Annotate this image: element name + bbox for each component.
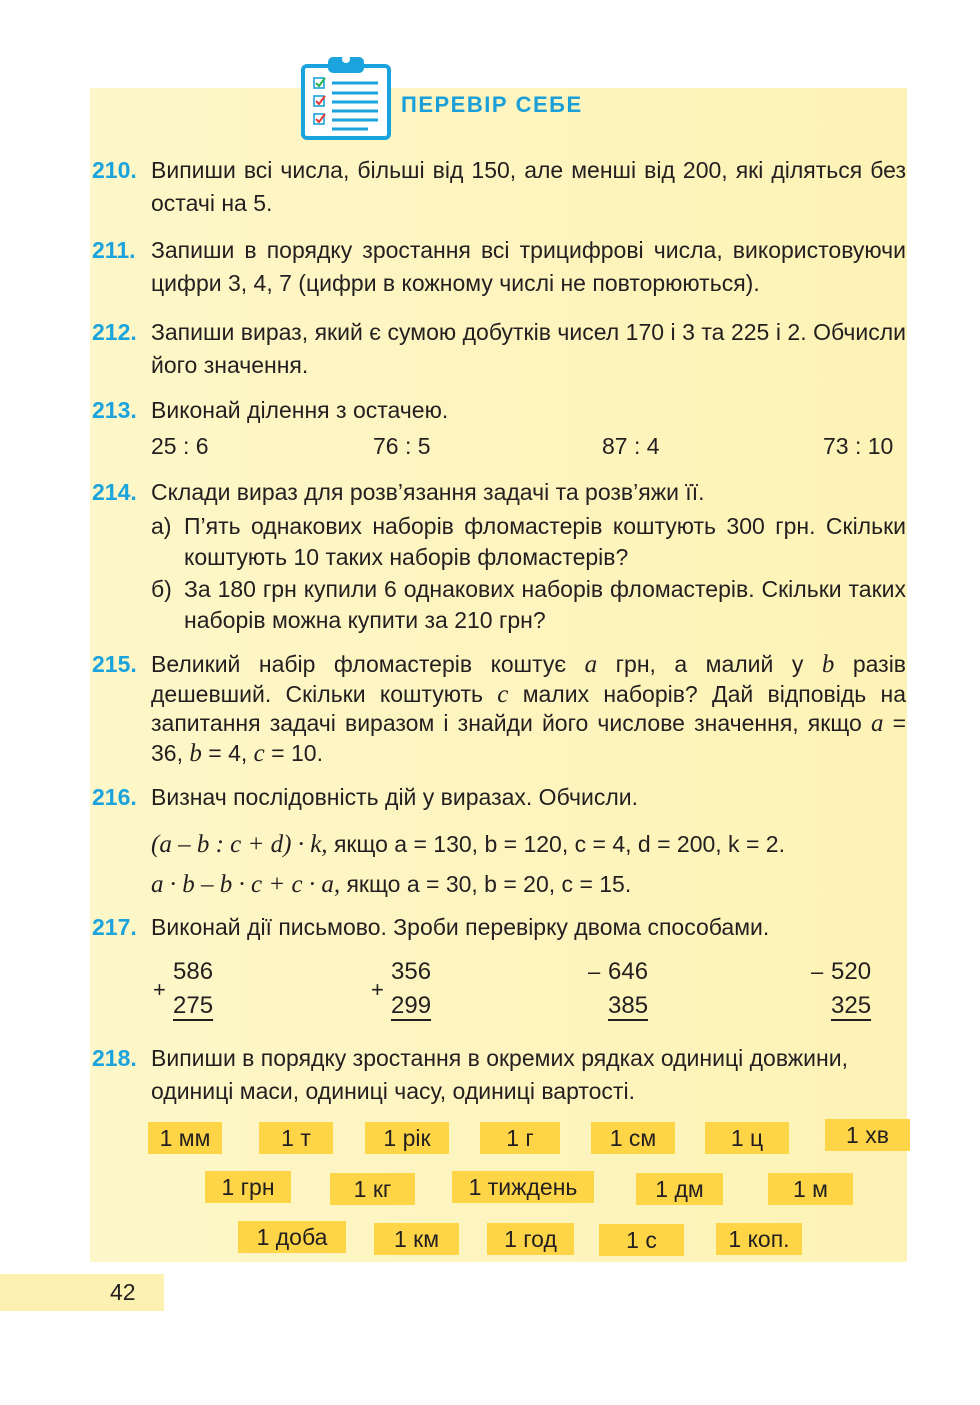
unit-chip: 1 дм [636, 1173, 723, 1205]
exercise-text: Склади вираз для розв’язання задачі та розв’яжи її. [151, 479, 705, 505]
column-operation [153, 955, 214, 1023]
operand-bottom: 275 [173, 992, 214, 1019]
unit-chip: 1 см [591, 1122, 675, 1154]
exercise-text: Випиши всі числа, більші від 150, але менші від 200, які діляться без остачі на 5. [151, 157, 906, 216]
section-title: ПЕРЕВІР СЕБЕ [401, 92, 583, 117]
column-operation [371, 955, 432, 1023]
exercise-number: 213. [92, 397, 137, 423]
expression-condition: якщо a = 30, b = 20, c = 15. [346, 871, 632, 897]
operand-bottom: 325 [831, 992, 872, 1019]
unit-chip: 1 доба [238, 1221, 346, 1253]
unit-chip: 1 м [768, 1173, 853, 1205]
unit-chip: 1 тиждень [452, 1171, 594, 1203]
column-operation [811, 955, 872, 1023]
subtask-text: П’ять однакових наборів фломастерів коштують 300 грн. Скільки коштують 10 таких наборів фломастерів? [184, 513, 906, 570]
exercise-number: 210. [92, 157, 137, 183]
subtask-text: За 180 грн купили 6 однакових наборів фломастерів. Скільки таких наборів можна купити за 210 грн? [184, 576, 906, 633]
expression-formula: a · b – b · c + c · a, [151, 871, 341, 898]
unit-chip: 1 год [487, 1223, 574, 1255]
unit-chip: 1 т [259, 1122, 333, 1154]
page-number: 42 [110, 1279, 136, 1305]
operand-top: 586 [173, 958, 214, 985]
exercise-text: Виконай дії письмово. Зроби перевірку двома способами. [151, 914, 770, 940]
operand-bottom: 299 [391, 992, 432, 1019]
exercise-number: 218. [92, 1045, 137, 1071]
operation-sign: + [371, 977, 384, 1002]
division-item: 25 : 6 [151, 433, 209, 459]
expression-condition: якщо a = 130, b = 120, c = 4, d = 200, k = 2. [333, 831, 785, 857]
column-operation [588, 955, 649, 1023]
unit-chip: 1 грн [205, 1171, 291, 1203]
exercise-number: 214. [92, 479, 137, 505]
exercise-number: 211. [92, 237, 136, 263]
unit-chip: 1 г [480, 1122, 560, 1154]
exercise-text: Запиши вираз, який є сумою добутків чисел 170 і 3 та 225 і 2. Обчисли його значення. [151, 319, 906, 378]
division-item: 73 : 10 [823, 433, 894, 459]
division-item: 87 : 4 [602, 433, 660, 459]
operation-sign: – [811, 959, 824, 984]
exercise-number: 217. [92, 914, 137, 940]
exercise-text: Запиши в порядку зростання всі трицифрові числа, використовуючи цифри 3, 4, 7 (цифри в кожному числі не повторюються). [151, 237, 906, 296]
operation-sign: + [153, 977, 166, 1002]
operation-sign: – [588, 959, 601, 984]
exercise-text: Визнач послідовність дій у виразах. Обчисли. [151, 784, 638, 810]
page-number-tab [0, 1274, 164, 1311]
expression-1 [151, 828, 785, 861]
unit-chip: 1 км [374, 1223, 459, 1255]
unit-chip: 1 с [599, 1224, 684, 1256]
operand-bottom: 385 [608, 992, 649, 1019]
unit-chip: 1 хв [825, 1119, 910, 1151]
expression-2 [151, 868, 631, 901]
exercise-number: 215. [92, 651, 137, 677]
expression-formula: (a – b : c + d) · k, [151, 831, 328, 858]
operand-top: 646 [608, 958, 649, 985]
unit-chip: 1 рік [365, 1122, 449, 1154]
subtask-label: б) [151, 576, 172, 602]
unit-chip: 1 коп. [716, 1223, 802, 1255]
exercise-number: 212. [92, 319, 137, 345]
unit-chip: 1 мм [148, 1122, 222, 1154]
exercise-text: Випиши в порядку зростання в окремих рядках одиниці довжини, одиниці маси, одиниці часу, одиниці вартості. [151, 1045, 848, 1104]
clipboard-checklist-icon [298, 52, 394, 142]
exercise-number: 216. [92, 784, 137, 810]
exercise-text: Виконай ділення з остачею. [151, 397, 449, 423]
division-item: 76 : 5 [373, 433, 431, 459]
unit-chip: 1 кг [330, 1173, 415, 1205]
unit-chip: 1 ц [705, 1122, 789, 1154]
exercise-text: Великий набір фломастерів коштує a грн, а малий у b разів дешевший. Скільки коштують c малих наборів? Дай відповідь на запитання задачі виразом і знайди його числове значення, якщо a = 36, b = 4, c = 10. [151, 651, 907, 767]
subtask-label: а) [151, 513, 172, 539]
operand-top: 356 [391, 958, 432, 985]
operand-top: 520 [831, 958, 872, 985]
